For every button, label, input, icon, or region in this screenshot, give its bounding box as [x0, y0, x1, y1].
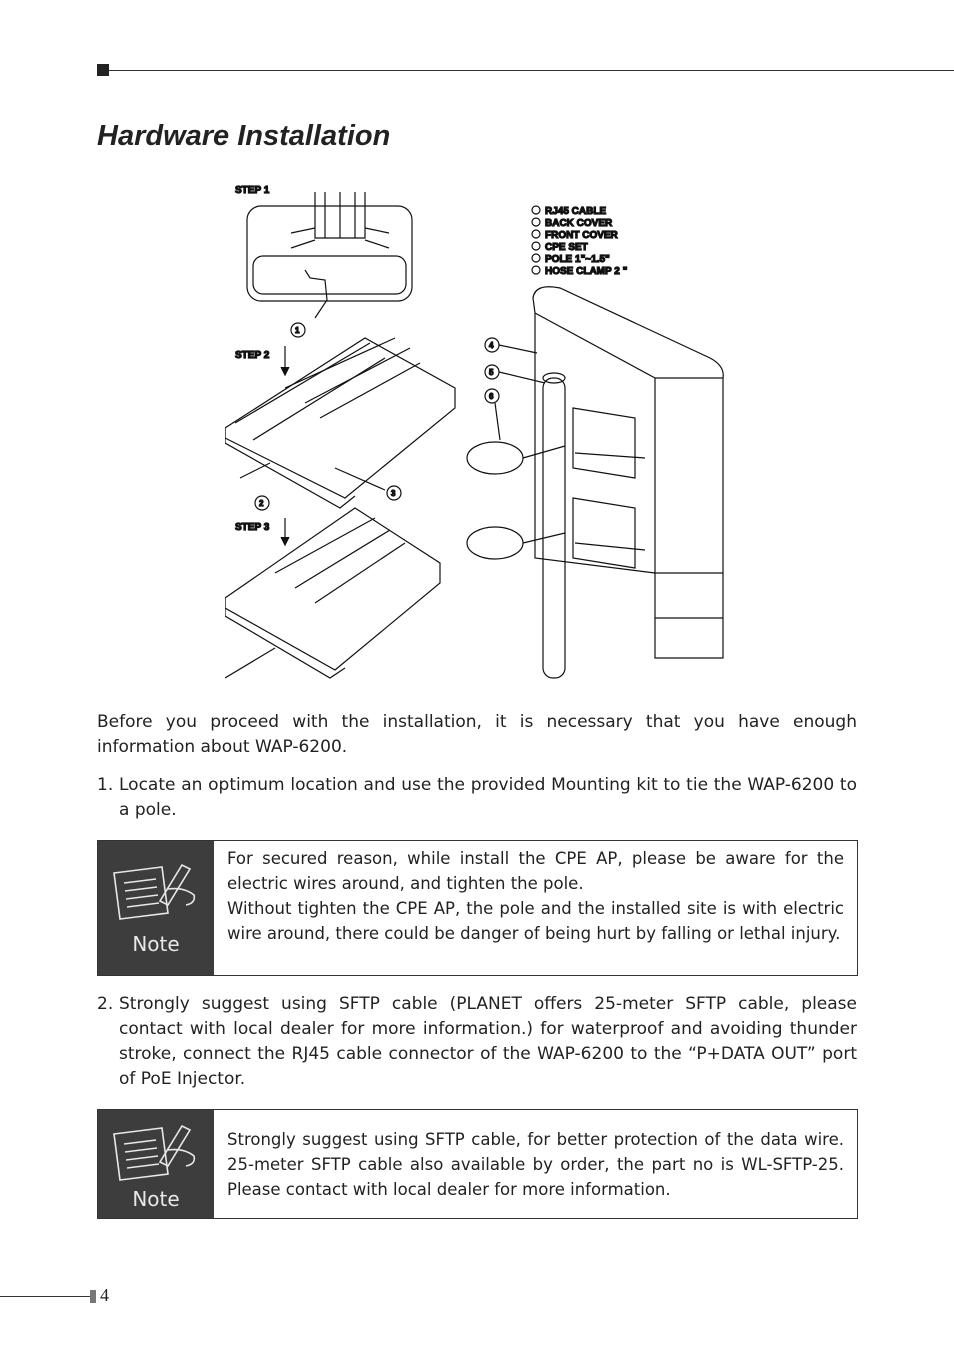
note-box — [97, 1109, 858, 1219]
list-item — [97, 992, 857, 1092]
list-item-text: Locate an optimum location and use the provided Mounting kit to tie the WAP-6200 to a pole. — [119, 775, 857, 820]
svg-text:HOSE CLAMP 2 ": HOSE CLAMP 2 " — [545, 266, 628, 277]
step-2-label: STEP 2 — [235, 350, 270, 361]
note-sidebar — [98, 1110, 214, 1218]
intro-paragraph: Before you proceed with the installation, it is necessary that you have enough information about WAP-6200. — [97, 712, 857, 757]
svg-text:BACK COVER: BACK COVER — [545, 218, 613, 229]
footer-rule — [0, 1296, 90, 1297]
list-item-number: 1. — [97, 775, 114, 795]
hose-clamp-lower — [467, 527, 523, 559]
svg-text:RJ45 CABLE: RJ45 CABLE — [545, 206, 607, 217]
note-paragraph: Without tighten the CPE AP, the pole and the installed site is with electric wire around, there could be danger of being hurt by falling or lethal injury. — [227, 899, 844, 943]
svg-text:4: 4 — [489, 341, 494, 350]
note-pencil-icon — [110, 861, 200, 925]
svg-text:6: 6 — [489, 392, 494, 401]
svg-text:5: 5 — [489, 368, 494, 377]
note-label: Note — [132, 1187, 180, 1211]
note-paragraph: For secured reason, while install the CPE AP, please be aware for the electric wires around, and tighten the pole. — [227, 849, 844, 893]
step-1-device — [247, 206, 412, 301]
svg-text:3: 3 — [391, 489, 396, 498]
note-label: Note — [132, 932, 180, 956]
note-body — [214, 841, 857, 975]
svg-text:POLE 1"~1.5": POLE 1"~1.5" — [545, 254, 610, 265]
header-rule — [109, 70, 954, 71]
pole — [543, 378, 565, 678]
step-1-label: STEP 1 — [235, 185, 270, 196]
note-sidebar — [98, 841, 214, 975]
note-pencil-icon — [110, 1122, 200, 1186]
list-item-text: Strongly suggest using SFTP cable (PLANET offers 25-meter SFTP cable, please contact with local dealer for more information.) for waterproof and avoiding thunder stroke, connect the RJ45 cable connector of the WAP-6200 to the “P+DATA OUT” port of PoE Injector. — [119, 994, 857, 1089]
parts-legend — [532, 206, 628, 277]
cpe-unit-mounted — [533, 287, 723, 573]
note-paragraph: Strongly suggest using SFTP cable, for better protection of the data wire. 25-meter SFTP cable also available by order, the part no is WL-SFTP-25. Please contact with local dealer for more information. — [227, 1130, 844, 1199]
page-title: Hardware Installation — [97, 120, 391, 152]
svg-text:FRONT COVER: FRONT COVER — [545, 230, 618, 241]
page-number: 4 — [100, 1285, 109, 1305]
list-item-number: 2. — [97, 994, 114, 1014]
hose-clamp-upper — [467, 442, 523, 474]
note-box — [97, 840, 858, 976]
step-2-device — [225, 338, 455, 498]
installation-diagram — [225, 178, 745, 683]
header-square-marker — [97, 64, 109, 76]
list-item — [97, 773, 857, 823]
footer-bar-marker — [90, 1290, 96, 1303]
note-body — [214, 1110, 857, 1218]
step-3-label: STEP 3 — [235, 522, 270, 533]
svg-text:2: 2 — [259, 499, 264, 508]
svg-text:1: 1 — [295, 326, 300, 335]
svg-text:CPE SET: CPE SET — [545, 242, 588, 253]
